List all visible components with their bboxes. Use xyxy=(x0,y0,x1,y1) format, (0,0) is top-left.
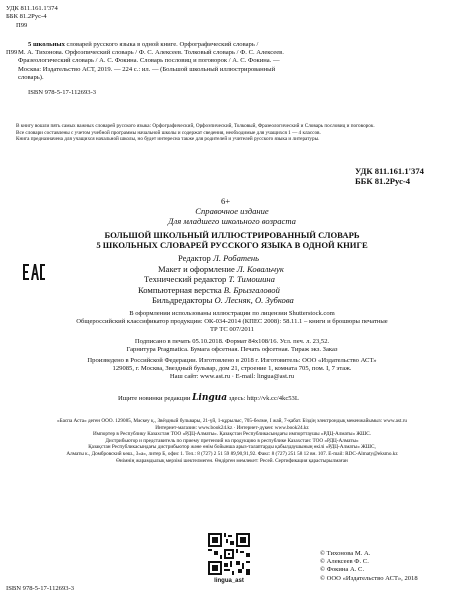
credit-picture-editors: Бильдредакторы О. Лесняк, О. Зубкова xyxy=(152,295,294,306)
qr-caption: lingua_ast xyxy=(214,578,244,584)
udk-code: УДК 811.161.1'374 xyxy=(6,5,58,12)
kz-line-3: Импортер в Республику Казахстан ТОО «РДЦ-Алматы». Қазақстан Республикасындағы импорттаушы «РДЦ-Алматы» ЖШС. xyxy=(93,431,371,438)
age-rating: 6+ xyxy=(221,196,231,206)
kazakhstan-info xyxy=(0,418,464,464)
biblio-isbn: ISBN 978-5-17-112693-3 xyxy=(28,89,97,97)
book-title-2: 5 ШКОЛЬНЫХ СЛОВАРЕЙ РУССКОГО ЯЗЫКА В ОДНОЙ КНИГЕ xyxy=(96,240,368,250)
biblio-line3: Фразеологический словарь / А. С. Фокина. Словарь пословиц и поговорок / А. С. Фокина. — xyxy=(18,57,280,65)
eac-mark-icon xyxy=(22,262,46,282)
credit-typesetting: Компьютерная верстка В. Брызгаловой xyxy=(138,284,280,295)
qr-code-block[interactable] xyxy=(206,531,252,589)
search-line xyxy=(118,394,299,403)
copyright-1: © Тихонова М. А. xyxy=(320,550,371,557)
abstract-p1: В книгу вошли пять самых важных словарей русского языка: Орфографический, Орфоэпический, Толковый, Фразеологический и Словарь пословиц и поговорок. xyxy=(16,123,375,129)
biblio-title-bold: 5 школьных xyxy=(28,41,65,48)
kz-line-5: Қазақстан Республикасындағы дистрибьютор және өнім бойынша арыз-талаптарды қабылдаушының өкілі «РДЦ-Алматы» ЖШС, xyxy=(88,444,376,451)
biblio-line1: словарей русского языка в одной книге. Орфографический словарь / xyxy=(66,41,259,48)
kz-line-6: Алматы к., Домбровский көш., 3«а», литер Б, офис 1. Тел.: 8 (727) 2 51 59 89,90,91,92. Факс: 8 (727) 251 58 12 вн. 107. E-mail: RDC-Almaty@eksmo.kz xyxy=(66,450,398,457)
abstract-p2: Все словари составлены с учетом учебной программы начальной школы и содержат сведения, необходимые для учащихся 1 — 4 классов. xyxy=(16,129,321,136)
footer-isbn: ISBN 978-5-17-112693-3 xyxy=(6,585,75,592)
udk-code-right: УДК 811.161.1'374 xyxy=(355,166,424,176)
tech-line-6: Произведено в Российской Федерации. Изготовлено в 2018 г. Изготовитель: ООО «Издательство АСТ» xyxy=(87,357,377,365)
tech-line-7: 129085, г. Москва, Звездный бульвар, дом 21, строение 1, комната 705, пом. I, 7 этаж. xyxy=(112,365,352,373)
biblio-side-code: П99 xyxy=(6,49,18,56)
edition-audience: Для младшего школьного возраста xyxy=(168,216,296,226)
tech-line-3: ТР ТС 007/2011 xyxy=(209,326,255,334)
biblio-line4: Москва: Издательство АСТ, 2019. — 224 с.: ил. — (Большой школьный иллюстрированный xyxy=(18,65,276,73)
tech-line-4: Подписано в печать 05.10.2018. Формат 84x108/16. Усл. печ. л. 23,52. xyxy=(134,337,330,345)
copyright-3: © Фокина А. С. xyxy=(320,566,365,574)
biblio-description xyxy=(18,41,458,97)
copyright-4: © ООО «Издательство АСТ», 2018 xyxy=(320,574,418,582)
bbk-code-right: ББК 81.2Рус-4 xyxy=(355,176,411,186)
biblio-line5: словарь). xyxy=(18,73,44,81)
qr-code-icon[interactable] xyxy=(206,531,252,577)
kz-line-2: Интернет-магазин: www.book24.kz · Интернет-дүкен: www.book24.kz xyxy=(155,424,309,431)
tech-line-2: Общероссийский классификатор продукции: ОК-034-2014 (КПЕС 2008): 58.11.1 – книги и брошюры печатные xyxy=(76,318,388,326)
edition-type: Справочное издание xyxy=(195,206,269,216)
bbk-code: ББК 81.2Рус-4 xyxy=(6,13,47,20)
author-code: П99 xyxy=(16,22,28,29)
eac-logo xyxy=(22,262,46,282)
search-prefix: Ищите новинки редакции xyxy=(118,395,191,402)
biblio-line2: М. А. Тихонова. Орфоэпический словарь / Ф. С. Алексеев. Толковый словарь / Ф. С. Алексеев. xyxy=(18,49,284,57)
abstract xyxy=(6,123,458,143)
copyright-2: © Алексеев Ф. С. xyxy=(320,558,369,566)
credit-editor: Редактор Л. Робатень xyxy=(178,253,260,263)
lingua-logo: Lingua xyxy=(192,393,228,403)
kz-line-1: «Баспа Аста» деген ООО. 129085, Мәскеу қ., Звёздный бульвары, 21-үй, 1-құрылыс, 705-бөлме, I жай, 7-қабат. Біздің электрондық мекенжайымыз: www.ast.ru xyxy=(57,418,407,424)
tech-line-5: Гарнитура Pragmatica. Бумага офсетная. Печать офсетная. Тираж экз. Заказ xyxy=(126,345,338,353)
credits-list xyxy=(138,253,294,306)
tech-line-8: Наш сайт: www.ast.ru · E-mail: lingua@ast.ru xyxy=(169,373,295,381)
kz-line-7: Өнімнің жарамдылық мерзімі шектелмеген. Өндірген мемлекет: Ресей. Сертификация қарастырылмаған xyxy=(116,457,348,464)
abstract-p3: Книга предназначена для учащихся начальной школы, но будет интересна также для родителей и учителей русского языка и литературы. xyxy=(16,136,320,143)
book-title-1: БОЛЬШОЙ ШКОЛЬНЫЙ ИЛЛЮСТРИРОВАННЫЙ СЛОВАРЬ xyxy=(104,230,360,240)
search-suffix: здесь: http://vk.cc/4kc53L xyxy=(228,395,299,402)
credit-layout: Макет и оформление Л. Ковальчук xyxy=(158,263,284,274)
tech-line-1: В оформлении использованы иллюстрации по лицензии Shutterstock.com xyxy=(129,310,335,317)
credit-tech-editor: Технический редактор Т. Тимошина xyxy=(144,274,275,285)
copyright-block xyxy=(320,550,418,583)
technical-info xyxy=(0,310,464,382)
kz-line-4: Дистрибьютор и представитель по приему претензий на продукцию в республике Казахстан: ТОО «РДЦ-Алматы» xyxy=(105,437,359,444)
